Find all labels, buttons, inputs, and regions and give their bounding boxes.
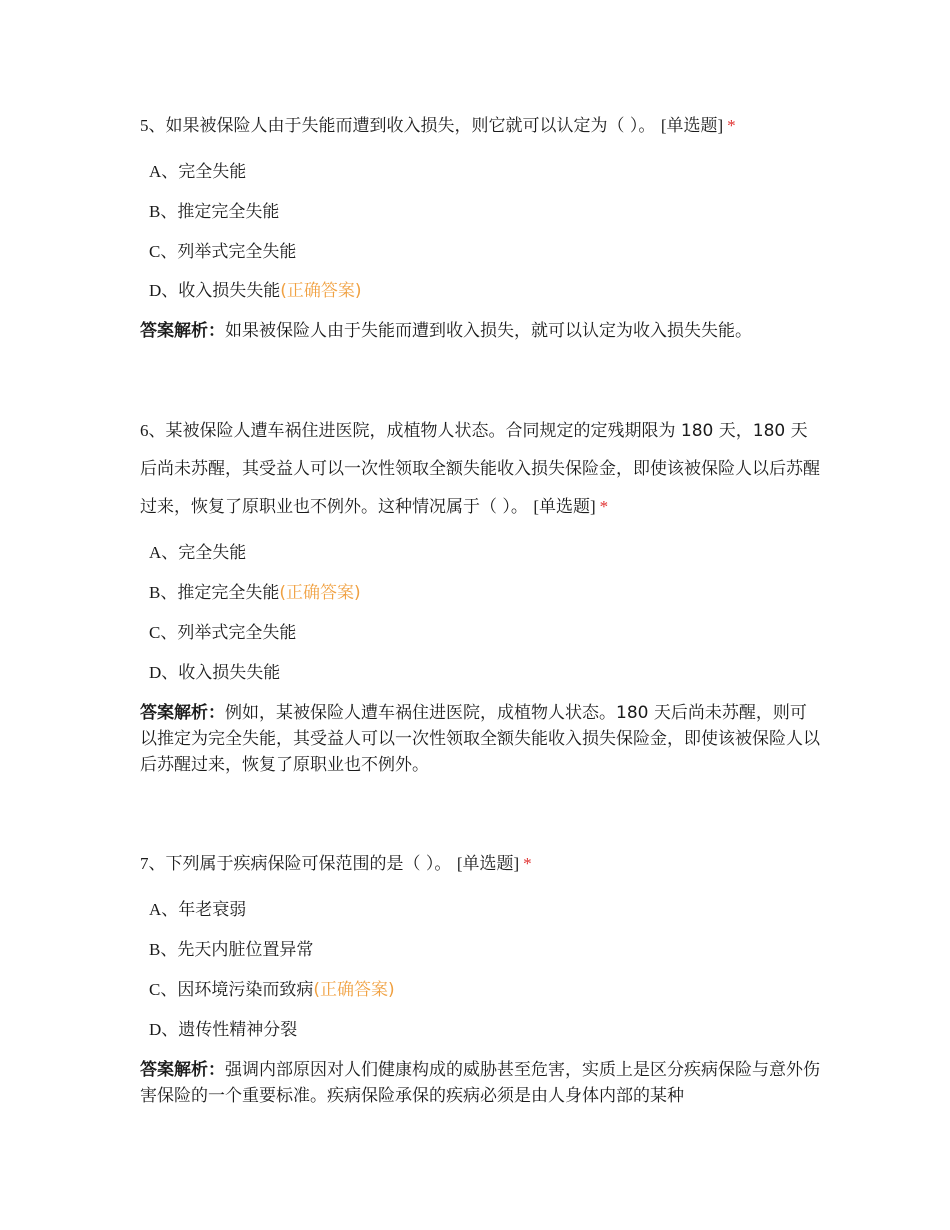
question-type: [单选题] <box>660 116 724 135</box>
option-letter: A、 <box>149 162 179 181</box>
question-title <box>140 107 820 145</box>
question-text: 某被保险人遭车祸住进医院，成植物人状态。合同规定的定残期限为 180 天，180 天后尚未苏醒，其受益人可以一次性领取全额失能收入损失保险金，即使该被保险人以后苏醒过来，恢复了原职业也不例外。这种情况属于（ ）。 <box>140 421 820 517</box>
correct-answer-mark: (正确答案) <box>280 281 362 301</box>
option-b[interactable] <box>149 581 361 605</box>
answer-analysis <box>140 1057 820 1109</box>
required-mark: * <box>523 854 532 873</box>
option-letter: D、 <box>149 1020 179 1039</box>
option-letter: A、 <box>149 543 179 562</box>
option-text: 推定完全失能 <box>177 583 280 603</box>
option-text: 收入损失失能 <box>178 281 281 301</box>
option-text: 先天内脏位置异常 <box>177 940 314 960</box>
option-c[interactable] <box>149 978 395 1002</box>
option-text: 年老衰弱 <box>178 900 247 920</box>
required-mark: * <box>727 116 736 135</box>
analysis-label: 答案解析： <box>140 1060 225 1080</box>
option-c[interactable] <box>149 621 296 645</box>
option-text: 遗传性精神分裂 <box>178 1020 298 1040</box>
option-a[interactable] <box>149 898 246 922</box>
option-d[interactable] <box>149 279 362 303</box>
answer-analysis <box>140 318 820 344</box>
option-c[interactable] <box>149 240 296 264</box>
question-type: [单选题] <box>456 854 520 873</box>
question-number: 5、 <box>140 116 166 135</box>
option-text: 因环境污染而致病 <box>177 980 314 1000</box>
option-letter: B、 <box>149 202 178 221</box>
option-b[interactable] <box>149 938 313 962</box>
option-d[interactable] <box>149 1018 297 1042</box>
option-letter: B、 <box>149 940 178 959</box>
option-a[interactable] <box>149 541 246 565</box>
question-type: [单选题] <box>533 497 596 516</box>
option-text: 列举式完全失能 <box>177 623 297 643</box>
question-text: 下列属于疾病保险可保范围的是（ ）。 <box>165 854 452 874</box>
option-b[interactable] <box>149 200 279 224</box>
option-letter: C、 <box>149 980 178 999</box>
analysis-label: 答案解析： <box>140 321 225 341</box>
option-text: 列举式完全失能 <box>177 242 297 262</box>
option-d[interactable] <box>149 661 280 685</box>
option-letter: C、 <box>149 623 178 642</box>
option-text: 完全失能 <box>178 162 247 182</box>
option-letter: D、 <box>149 281 179 300</box>
analysis-text: 如果被保险人由于失能而遭到收入损失，就可以认定为收入损失失能。 <box>225 321 752 341</box>
option-letter: B、 <box>149 583 178 602</box>
question-text: 如果被保险人由于失能而遭到收入损失，则它就可以认定为（ ）。 <box>165 116 656 136</box>
option-text: 收入损失失能 <box>178 663 281 683</box>
correct-answer-mark: (正确答案) <box>279 583 361 603</box>
option-text: 完全失能 <box>178 543 247 563</box>
required-mark: * <box>599 497 609 516</box>
question-number: 7、 <box>140 854 166 873</box>
option-letter: D、 <box>149 663 179 682</box>
option-letter: C、 <box>149 242 178 261</box>
analysis-text: 强调内部原因对人们健康构成的威胁甚至危害，实质上是区分疾病保险与意外伤害保险的一个重要标准。疾病保险承保的疾病必须是由人身体内部的某种 <box>140 1060 820 1106</box>
question-title <box>140 845 820 883</box>
question-title <box>140 412 820 526</box>
analysis-label: 答案解析： <box>140 703 225 723</box>
option-letter: A、 <box>149 900 179 919</box>
option-a[interactable] <box>149 160 246 184</box>
option-text: 推定完全失能 <box>177 202 280 222</box>
correct-answer-mark: (正确答案) <box>313 980 395 1000</box>
analysis-text: 例如，某被保险人遭车祸住进医院，成植物人状态。180 天后尚未苏醒，则可以推定为完全失能，其受益人可以一次性领取全额失能收入损失保险金，即使该被保险人以后苏醒过来，恢复了原职业也不例外。 <box>140 703 820 775</box>
answer-analysis <box>140 700 820 778</box>
question-number: 6、 <box>140 421 166 440</box>
